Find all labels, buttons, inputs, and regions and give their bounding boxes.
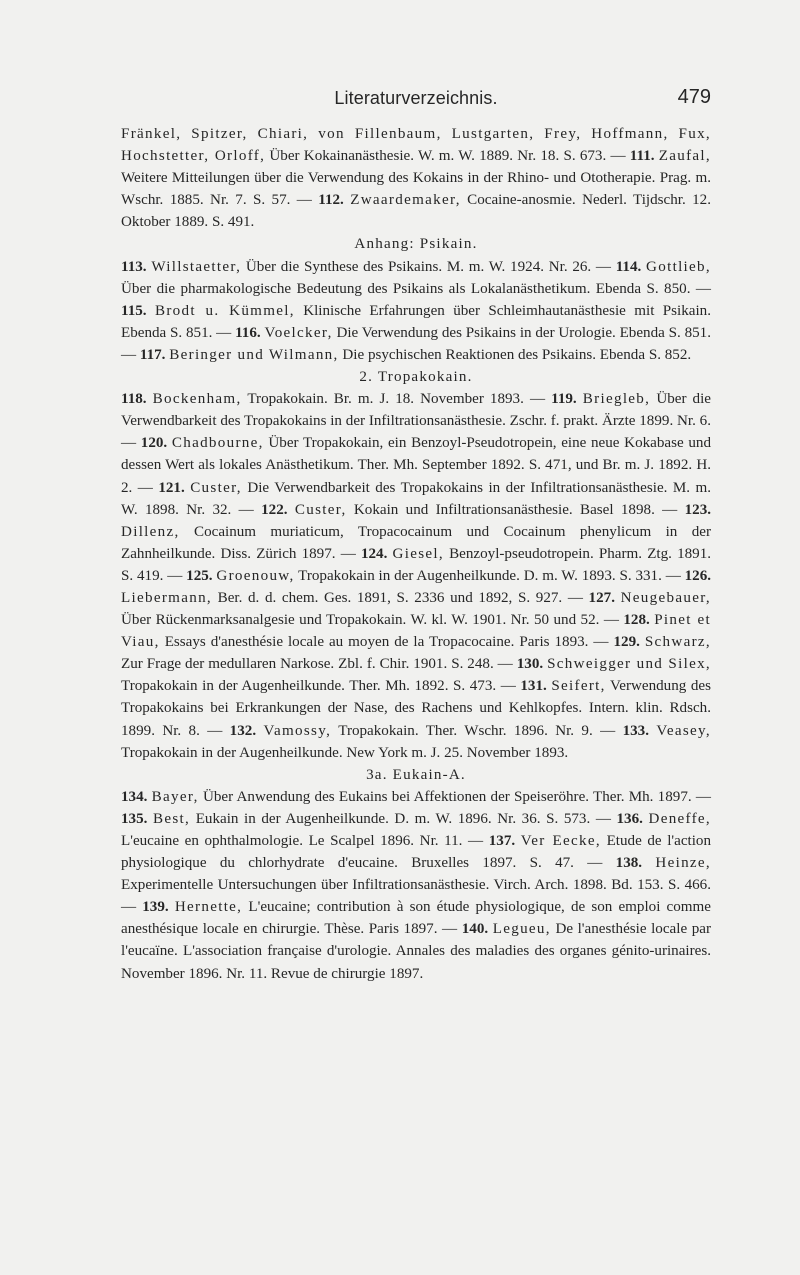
entry-author: Custer,	[294, 501, 347, 518]
entry-number: 114.	[615, 258, 642, 275]
entry-number: 135.	[121, 810, 148, 827]
entry-text: Über die Verwendbarkeit des Tropakokains in der Infiltrationsanästhesie. Zschr. f. prakt. Ärzte 1899. Nr. 6.	[121, 391, 711, 430]
section-heading: 3a. Eukain-A.	[366, 766, 466, 783]
entry-number: 127.	[588, 589, 615, 606]
entry-text: Zur Frage der medullaren Narkose. Zbl. f. Chir. 1901. S. 248.	[121, 656, 494, 673]
entry-number: 116.	[235, 324, 261, 341]
entry-number: 128.	[623, 612, 650, 629]
section-entries: Fränkel, Spitzer, Chiari, von Fillenbaum, Lustgarten, Frey, Hoffmann, Fux, Hochstetter, Orloff, Über Kokainanästhesie. W. m. W. 1889. Nr. 18. S. 673. — 111. Zaufal, Weitere Mitteilungen über die Verwendung des Kokains in der Rhino- und Ototherapie. Prag. m. Wschr. 1885. Nr. 7. S. 57. — 112. Zwaardemaker, Cocaine-anosmie. Nederl. Tijdschr. 12. Oktober 1889. S. 491.	[121, 126, 711, 231]
entry-text: Über Tropakokain, ein Benzoyl-Pseudotropein, eine neue Kokabase und dessen Wert als lokales Anästhetikum. Ther. Mh. September 1892. S. 471, und Br. m. J. 1892. H. 2.	[121, 435, 711, 496]
entry-number: 131.	[520, 678, 547, 695]
entry-text: Über Kokainanästhesie. W. m. W. 1889. Nr. 18. S. 673.	[269, 148, 607, 165]
entry-text: Über Anwendung des Eukains bei Affektionen der Speiseröhre. Ther. Mh. 1897.	[202, 788, 692, 805]
entry-author: Veasey,	[656, 722, 711, 739]
entry-text: Tropakokain in der Augenheilkunde. D. m. W. 1893. S. 331.	[298, 567, 662, 584]
entry-number: 115.	[121, 302, 147, 319]
entry-text: Die Verwendbarkeit des Tropakokains in der Infiltrationsanästhesie. M. m. W. 1898. Nr. 32.	[121, 479, 712, 518]
entry-number: 119.	[551, 391, 577, 408]
entry-number: 120.	[140, 435, 168, 452]
entry-author: Custer,	[190, 479, 242, 496]
entry-number: 112.	[318, 192, 344, 209]
page-number: 479	[677, 86, 711, 108]
entry-author: Schwarz,	[644, 634, 711, 651]
entry-author: Vamossy,	[263, 722, 332, 739]
entry-author: Pinet et Viau,	[121, 612, 711, 651]
entry-text: Cocaine-anosmie. Nederl. Tijdschr. 12. Oktober 1889. S. 491.	[121, 192, 711, 231]
bibliography-text	[121, 123, 711, 985]
entry-number: 138.	[615, 855, 643, 872]
entry-text: Etude de l'action physiologique du chlorhydrate d'eucaine. Bruxelles 1897. S. 47.	[121, 833, 711, 872]
entry-number: 140.	[461, 921, 489, 938]
entry-text: De l'anesthésie locale par l'eucaïne. L'association française d'urologie. Annales des maladies des organes génito-urinaires. November 1896. Nr. 11. Revue de chirurgie 1897.	[121, 921, 711, 982]
entry-text: Essays d'anesthésie locale au moyen de la Tropacocaine. Paris 1893.	[164, 634, 589, 651]
entry-author: Chadbourne,	[171, 435, 264, 452]
entry-number: 126.	[684, 567, 712, 584]
page-title: Literaturverzeichnis.	[334, 88, 498, 108]
entry-number: 136.	[616, 810, 643, 827]
entry-author: Seifert,	[551, 678, 606, 695]
entry-text: Weitere Mitteilungen über die Verwendung des Kokains in der Rhino- und Ototherapie. Prag. m. Wschr. 1885. Nr. 7. S. 57.	[121, 170, 711, 209]
entry-author: Bayer,	[151, 788, 199, 805]
section-heading: Anhang: Psikain.	[354, 236, 478, 253]
entry-text: Die psychischen Reaktionen des Psikains. Ebenda S. 852.	[342, 346, 692, 363]
entry-text: L'eucaine en ophthalmologie. Le Scalpel 1896. Nr. 11.	[121, 833, 463, 849]
entry-author: Neugebauer,	[620, 589, 711, 606]
entry-text: Benzoyl-pseudotropein. Pharm. Ztg. 1891. S. 419.	[121, 545, 712, 584]
section-entries: 134. Bayer, Über Anwendung des Eukains bei Affektionen der Speiseröhre. Ther. Mh. 1897. — 135. Best, Eukain in der Augenheilkunde. D. m. W. 1896. Nr. 36. S. 573. — 136. Deneffe, L'eucaine en ophthalmologie. Le Scalpel 1896. Nr. 11. — 137. Ver Eecke, Etude de l'action physiologique du chlorhydrate d'eucaine. Bruxelles 1897. S. 47. — 138. Heinze, Experimentelle Untersuchungen über Infiltrationsanästhesie. Virch. Arch. 1898. Bd. 153. S. 466. — 139. Hernette, L'eucaine; contribution à son étude physiologique, de son emploi comme anesthésique locale en chirurgie. Thèse. Paris 1897. — 140. Legueu, De l'anesthésie locale par l'eucaïne. L'association française d'urologie. Annales des maladies des organes génito-urinaires. November 1896. Nr. 11. Revue de chirurgie 1897.	[121, 788, 712, 982]
entry-number: 121.	[158, 479, 185, 496]
entry-author: Beringer und Wilmann,	[169, 346, 339, 363]
section-entries: 113. Willstaetter, Über die Synthese des Psikains. M. m. W. 1924. Nr. 26. — 114. Gottlieb, Über die pharmakologische Bedeutung des Psikains als Lokalanästhetikum. Ebenda S. 850. — 115. Brodt u. Kümmel, Klinische Erfahrungen über Schleimhautanästhesie mit Psikain. Ebenda S. 851. — 116. Voelcker, Die Verwendung des Psikains in der Urologie. Ebenda S. 851. — 117. Beringer und Wilmann, Die psychischen Reaktionen des Psikains. Ebenda S. 852.	[121, 258, 711, 363]
entry-text: Klinische Erfahrungen über Schleimhautanästhesie mit Psikain. Ebenda S. 851.	[121, 302, 711, 341]
entry-text: Tropakokain. Ther. Wschr. 1896. Nr. 9.	[338, 722, 593, 739]
entry-text: Über die pharmakologische Bedeutung des Psikains als Lokalanästhetikum. Ebenda S. 850.	[121, 280, 691, 297]
entry-author: Schweigger und Silex,	[547, 656, 712, 673]
entry-number: 124.	[360, 545, 388, 562]
entry-number: 113.	[121, 258, 147, 275]
entry-number: 122.	[261, 501, 288, 518]
running-header	[121, 86, 711, 116]
entry-author: Giesel,	[392, 545, 444, 562]
entry-author: Willstaetter,	[151, 258, 242, 275]
entry-text: Die Verwendung des Psikains in der Urologie. Ebenda S. 851.	[336, 324, 711, 341]
entry-text: Ber. d. d. chem. Ges. 1891, S. 2336 und 1892, S. 927.	[217, 589, 563, 606]
entry-author: Best,	[153, 810, 191, 827]
entry-text: Eukain in der Augenheilkunde. D. m. W. 1896. Nr. 36. S. 573.	[195, 810, 591, 827]
entry-text: Kokain und Infiltrationsanästhesie. Basel 1898.	[353, 501, 655, 518]
entry-text: Über die Synthese des Psikains. M. m. W. 1924. Nr. 26.	[245, 258, 592, 275]
entry-number: 132.	[229, 722, 257, 739]
entry-text: Tropakokain in der Augenheilkunde. Ther. Mh. 1892. S. 473.	[121, 678, 497, 695]
entry-number: 118.	[121, 391, 147, 408]
entry-author: Dillenz,	[121, 523, 180, 540]
entry-author: Deneffe,	[648, 810, 711, 827]
entry-text: Tropakokain. Br. m. J. 18. November 1893.	[247, 391, 524, 408]
section-heading: 2. Tropakokain.	[359, 369, 473, 386]
entry-author: Bockenham,	[152, 391, 242, 408]
entry-number: 139.	[142, 899, 169, 916]
entry-author: Heinze,	[655, 855, 712, 872]
entry-author: Zwaardemaker,	[350, 192, 461, 209]
entry-author: Liebermann,	[121, 589, 212, 606]
entry-text: Verwendung des Tropakokains bei Erkrankungen der Nase, des Rachens und Kehlkopfes. Intern. klin. Rdsch. 1899. Nr. 8.	[121, 678, 711, 739]
entry-author: Zaufal,	[658, 148, 711, 165]
entry-text: Experimentelle Untersuchungen über Infiltrationsanästhesie. Virch. Arch. 1898. Bd. 153. S. 466.	[121, 877, 711, 894]
entry-number: 117.	[139, 346, 166, 363]
entry-author: Groenouw,	[216, 567, 295, 584]
entry-number: 123.	[684, 501, 712, 518]
entry-author: Gottlieb,	[646, 258, 711, 275]
entry-author: Fränkel, Spitzer, Chiari, von Fillenbaum, Lustgarten, Frey, Hoffmann, Fux, Hochstetter, Orloff,	[121, 126, 711, 165]
entry-author: Briegleb,	[582, 391, 651, 408]
entry-author: Ver Eecke,	[520, 833, 601, 849]
entry-number: 129.	[613, 634, 640, 651]
entry-number: 111.	[629, 148, 655, 165]
entry-text: L'eucaine; contribution à son étude physiologique, de son emploi comme anesthésique locale en chirurgie. Thèse. Paris 1897.	[121, 899, 711, 938]
entry-number: 137.	[488, 833, 516, 849]
entry-author: Brodt u. Kümmel,	[154, 302, 295, 319]
entry-author: Hernette,	[174, 899, 243, 916]
entry-text: Cocainum muriaticum, Tropacocainum und Cocainum phenylicum in der Zahnheilkunde. Diss. Zürich 1897.	[121, 523, 711, 562]
entry-number: 130.	[516, 656, 544, 673]
entry-number: 134.	[121, 788, 148, 805]
entry-number: 133.	[622, 722, 649, 739]
entry-number: 125.	[186, 567, 213, 584]
entry-text: Über Rückenmarksanalgesie und Tropakokain. W. kl. W. 1901. Nr. 50 und 52.	[121, 612, 600, 629]
entry-text: Tropakokain in der Augenheilkunde. New York m. J. 25. November 1893.	[121, 744, 569, 761]
entry-author: Legueu,	[492, 921, 551, 938]
entry-author: Voelcker,	[264, 324, 333, 341]
section-entries: 118. Bockenham, Tropakokain. Br. m. J. 18. November 1893. — 119. Briegleb, Über die Verwendbarkeit des Tropakokains in der Infiltrationsanästhesie. Zschr. f. prakt. Ärzte 1899. Nr. 6. — 120. Chadbourne, Über Tropakokain, ein Benzoyl-Pseudotropein, eine neue Kokabase und dessen Wert als lokales Anästhetikum. Ther. Mh. September 1892. S. 471, und Br. m. J. 1892. H. 2. — 121. Custer, Die Verwendbarkeit des Tropakokains in der Infiltrationsanästhesie. M. m. W. 1898. Nr. 32. — 122. Custer, Kokain und Infiltrationsanästhesie. Basel 1898. — 123. Dillenz, Cocainum muriaticum, Tropacocainum und Cocainum phenylicum in der Zahnheilkunde. Diss. Zürich 1897. — 124. Giesel, Benzoyl-pseudotropein. Pharm. Ztg. 1891. S. 419. — 125. Groenouw, Tropakokain in der Augenheilkunde. D. m. W. 1893. S. 331. — 126. Liebermann, Ber. d. d. chem. Ges. 1891, S. 2336 und 1892, S. 927. — 127. Neugebauer, Über Rückenmarksanalgesie und Tropakokain. W. kl. W. 1901. Nr. 50 und 52. — 128. Pinet et Viau, Essays d'anesthésie locale au moyen de la Tropacocaine. Paris 1893. — 129. Schwarz, Zur Frage der medullaren Narkose. Zbl. f. Chir. 1901. S. 248. — 130. Schweigger und Silex, Tropakokain in der Augenheilkunde. Ther. Mh. 1892. S. 473. — 131. Seifert, Verwendung des Tropakokains bei Erkrankungen der Nase, des Rachens und Kehlkopfes. Intern. klin. Rdsch. 1899. Nr. 8. — 132. Vamossy, Tropakokain. Ther. Wschr. 1896. Nr. 9. — 133. Veasey, Tropakokain in der Augenheilkunde. New York m. J. 25. November 1893.	[121, 391, 712, 761]
